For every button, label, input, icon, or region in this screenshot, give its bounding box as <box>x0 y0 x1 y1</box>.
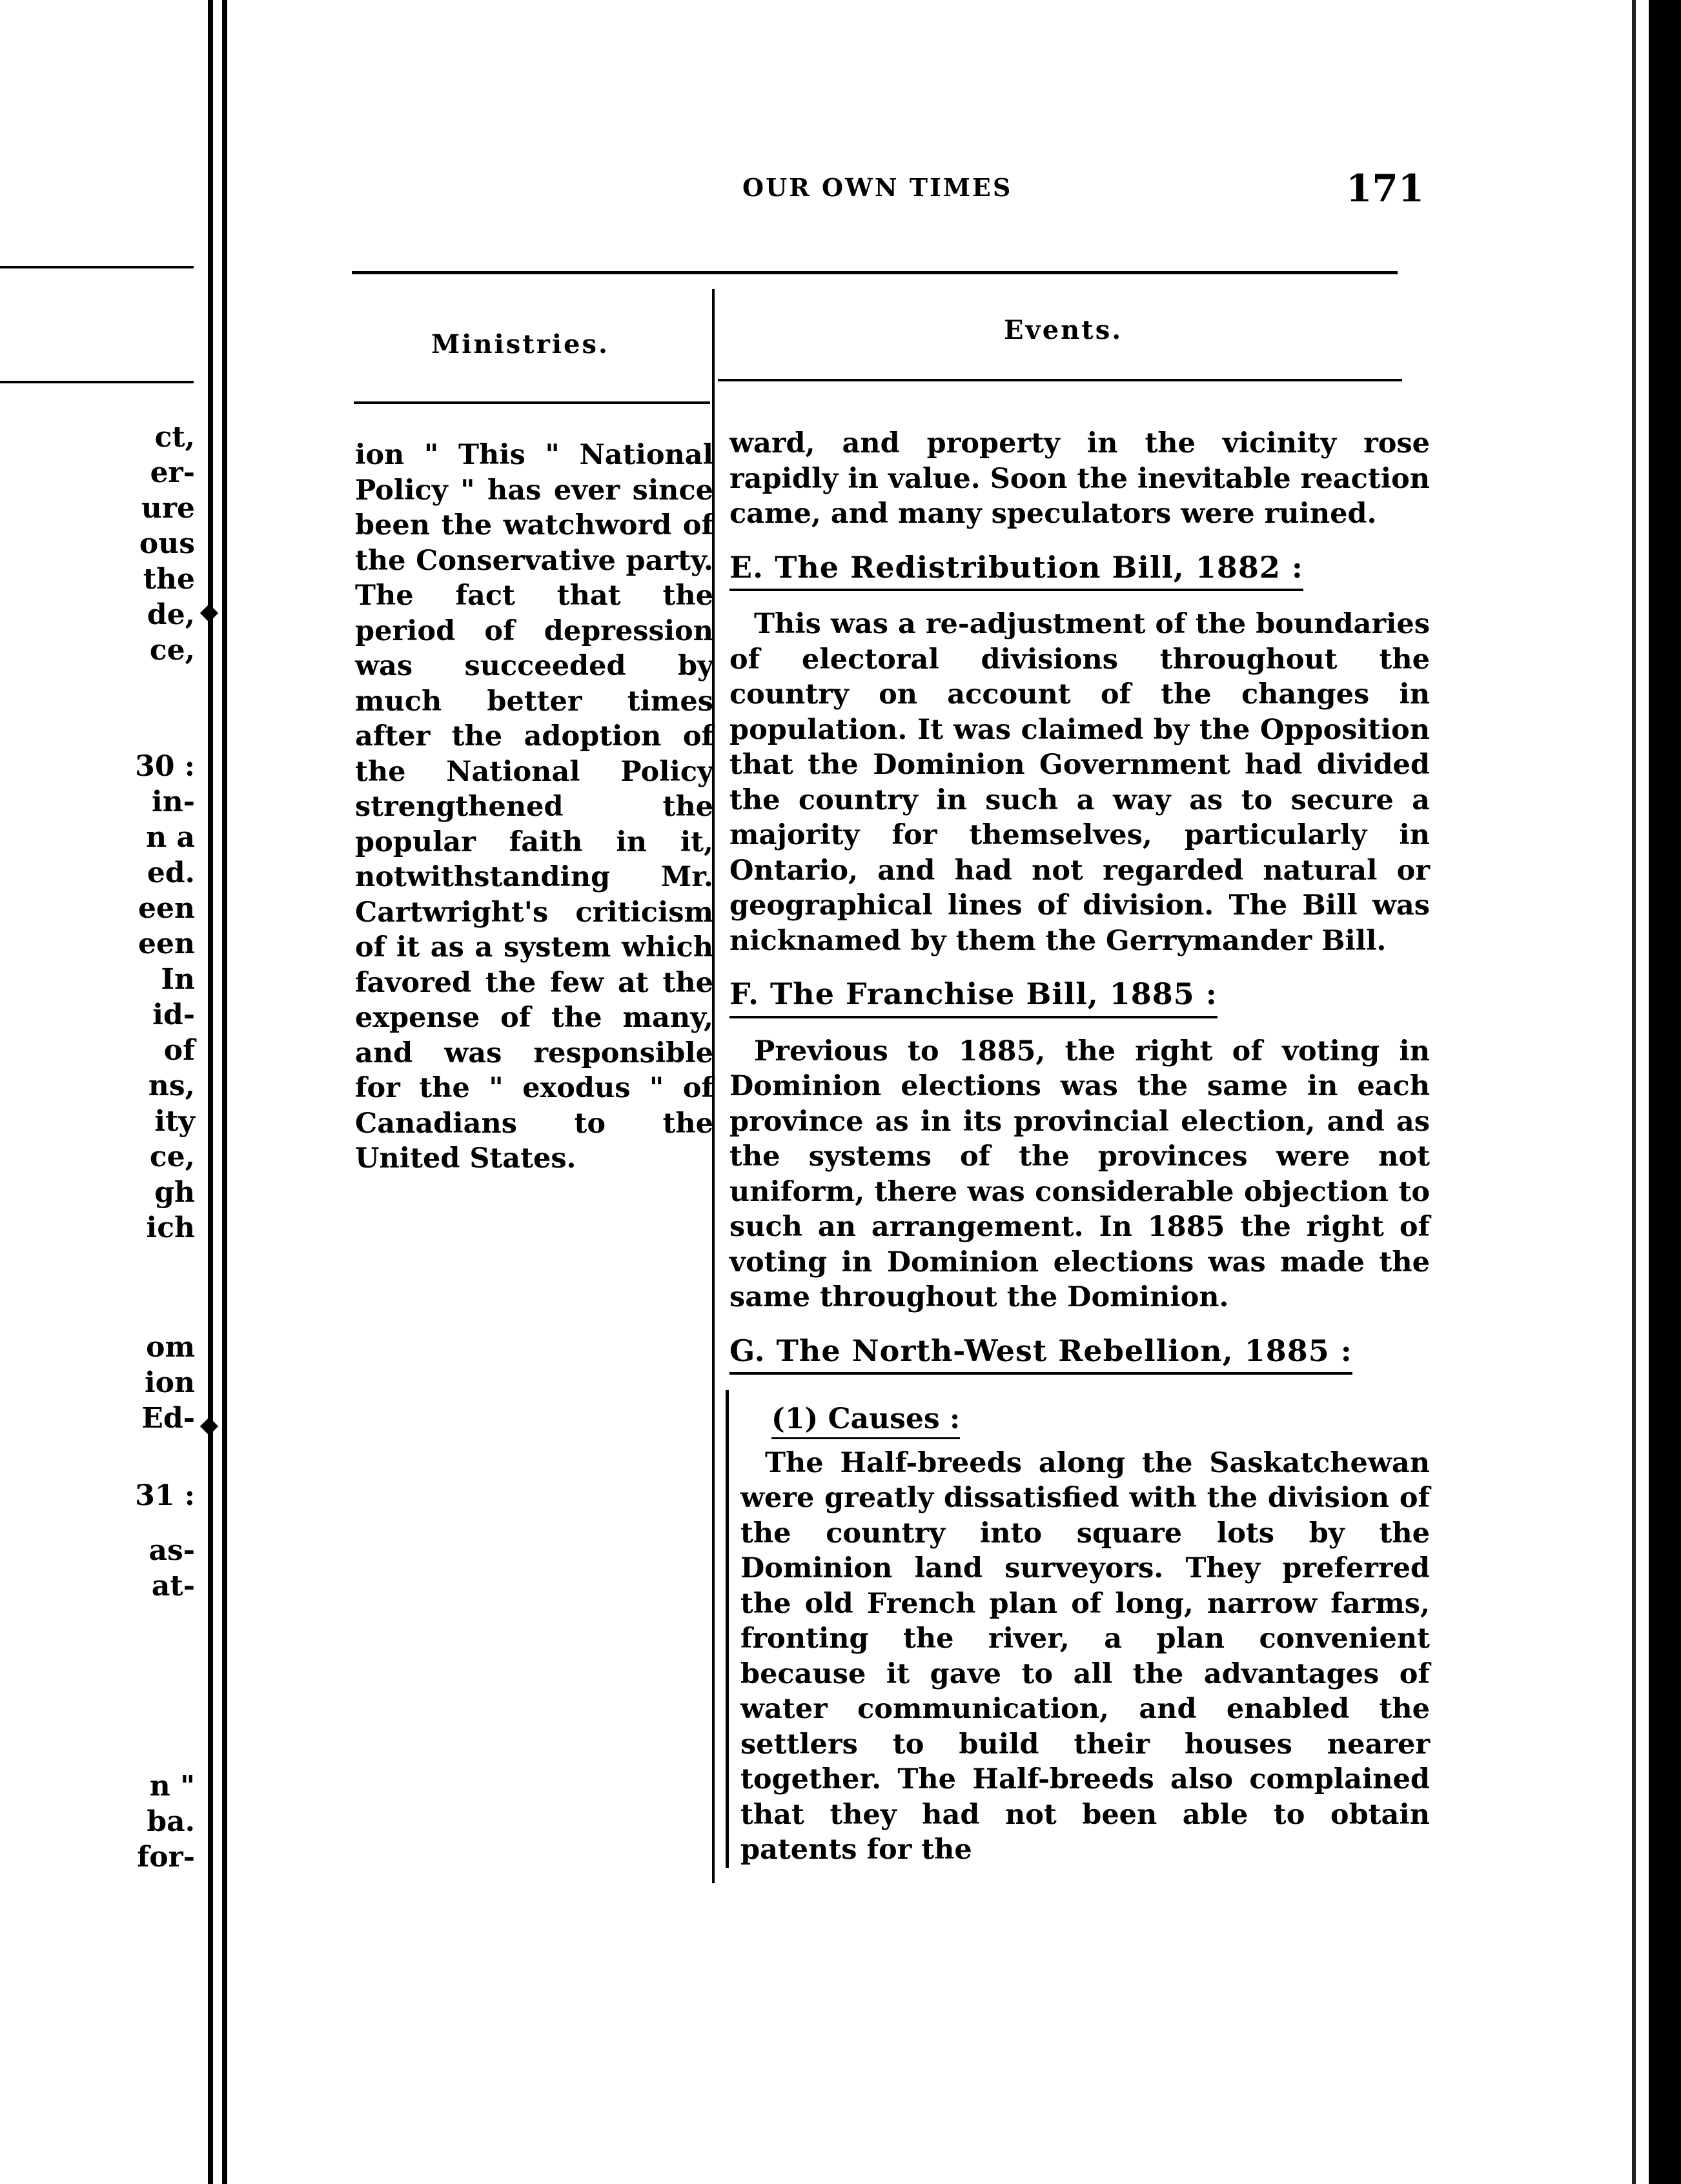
left-text-fragment: 31 : <box>135 1479 195 1512</box>
left-page-rule <box>0 266 194 268</box>
ministries-heading: Ministries. <box>431 329 609 359</box>
left-text-fragment: ns, <box>148 1069 195 1102</box>
left-text-fragment: as- <box>148 1534 195 1567</box>
left-text-fragment: om <box>146 1331 195 1364</box>
causes-block <box>726 1390 1430 1868</box>
column-heading-rule-right <box>718 379 1402 381</box>
left-text-fragment: Ed- <box>141 1402 195 1435</box>
left-text-fragment: ct, <box>154 421 195 454</box>
section-e-paragraph: This was a re-adjustment of the boundaries of electoral divisions throughout the country on account of the changes in population. It was claimed by the Opposition that the Dominion Government had divided the country in such a way as to secure a majority for themselves, particularly in Ontario, and had not regarded natural or geographical lines of division. The Bill was nicknamed by them the Gerrymander Bill. <box>729 608 1430 957</box>
column-heading-rule-left <box>354 401 710 404</box>
section-f-heading: F. The Franchise Bill, 1885 : <box>729 976 1217 1018</box>
left-text-fragment: gh <box>154 1176 195 1209</box>
left-text-fragment: ure <box>141 492 195 525</box>
page-number: 171 <box>1346 167 1425 210</box>
section-f-paragraph: Previous to 1885, the right of voting in Dominion elections was the same in each province as in its provincial election, and as the systems of the provinces were not uniform, there was considerable objection to such an arrangement. In 1885 the right of voting in Dominion elections was made the same throughout the Dominion. <box>729 1035 1430 1313</box>
events-heading: Events. <box>1004 315 1123 345</box>
left-text-fragment: een <box>138 927 195 960</box>
events-column <box>729 426 1430 1868</box>
left-page-rule <box>0 381 194 383</box>
left-text-fragment: ion <box>144 1366 195 1399</box>
scan-border-right-inner <box>1632 0 1636 2184</box>
left-text-fragment: ed. <box>147 856 195 889</box>
left-text-fragment: n a <box>146 821 195 854</box>
scan-border-right <box>1649 0 1681 2184</box>
left-text-fragment: ich <box>146 1211 195 1244</box>
left-text-fragment: n " <box>149 1770 195 1803</box>
causes-paragraph: The Half-breeds along the Saskatchewan were greatly dissatisfied with the division of the country into square lots by the Dominion land surveyors. They preferred the old French plan of long, narrow farms, fronting the river, a plan convenient because it gave to all the advantages of water communication, and enabled the settlers to build their houses nearer together. The Half-breeds also complained that they had not been able to obtain patents for the <box>740 1446 1430 1866</box>
events-intro-paragraph: ward, and property in the vicinity rose rapidly in value. Soon the inevitable reaction came, and many speculators were ruined. <box>729 427 1430 530</box>
left-text-fragment: 30 : <box>135 750 195 783</box>
causes-subheading: (1) Causes : <box>771 1402 960 1439</box>
left-page-fragment <box>0 0 203 2184</box>
left-text-fragment: the <box>143 563 195 596</box>
left-text-fragment: ce, <box>149 634 195 667</box>
left-text-fragment: id- <box>152 998 195 1031</box>
left-text-fragment: een <box>138 892 195 925</box>
ministries-paragraph: ion " This " National Policy " has ever since been the watchword of the Conservative party. The fact that the period of depression was succeeded by much better times after the adoption of the National Policy strengthened the popular faith in it, notwithstanding Mr. Cartwright's criticism of it as a system which favored the few at the expense of the many, and was responsible for the " exodus " of Canadians to the United States. <box>355 439 713 1175</box>
section-g-heading: G. The North-West Rebellion, 1885 : <box>729 1333 1352 1375</box>
section-e-heading: E. The Redistribution Bill, 1882 : <box>729 550 1303 592</box>
header-rule <box>352 271 1398 274</box>
left-text-fragment: ba. <box>147 1805 195 1838</box>
left-text-fragment: of <box>163 1034 195 1067</box>
left-text-fragment: in- <box>152 785 195 818</box>
left-text-fragment: de, <box>147 598 195 631</box>
running-title: OUR OWN TIMES <box>742 173 1013 202</box>
left-text-fragment: ity <box>154 1105 195 1138</box>
left-text-fragment: ous <box>139 527 195 560</box>
left-text-fragment: In <box>161 963 195 996</box>
left-text-fragment: er- <box>150 456 195 489</box>
book-spine <box>208 0 227 2184</box>
left-text-fragment: ce, <box>149 1140 195 1173</box>
left-text-fragment: for- <box>137 1841 195 1874</box>
left-text-fragment: at- <box>151 1570 195 1603</box>
ministries-column <box>355 438 713 1177</box>
